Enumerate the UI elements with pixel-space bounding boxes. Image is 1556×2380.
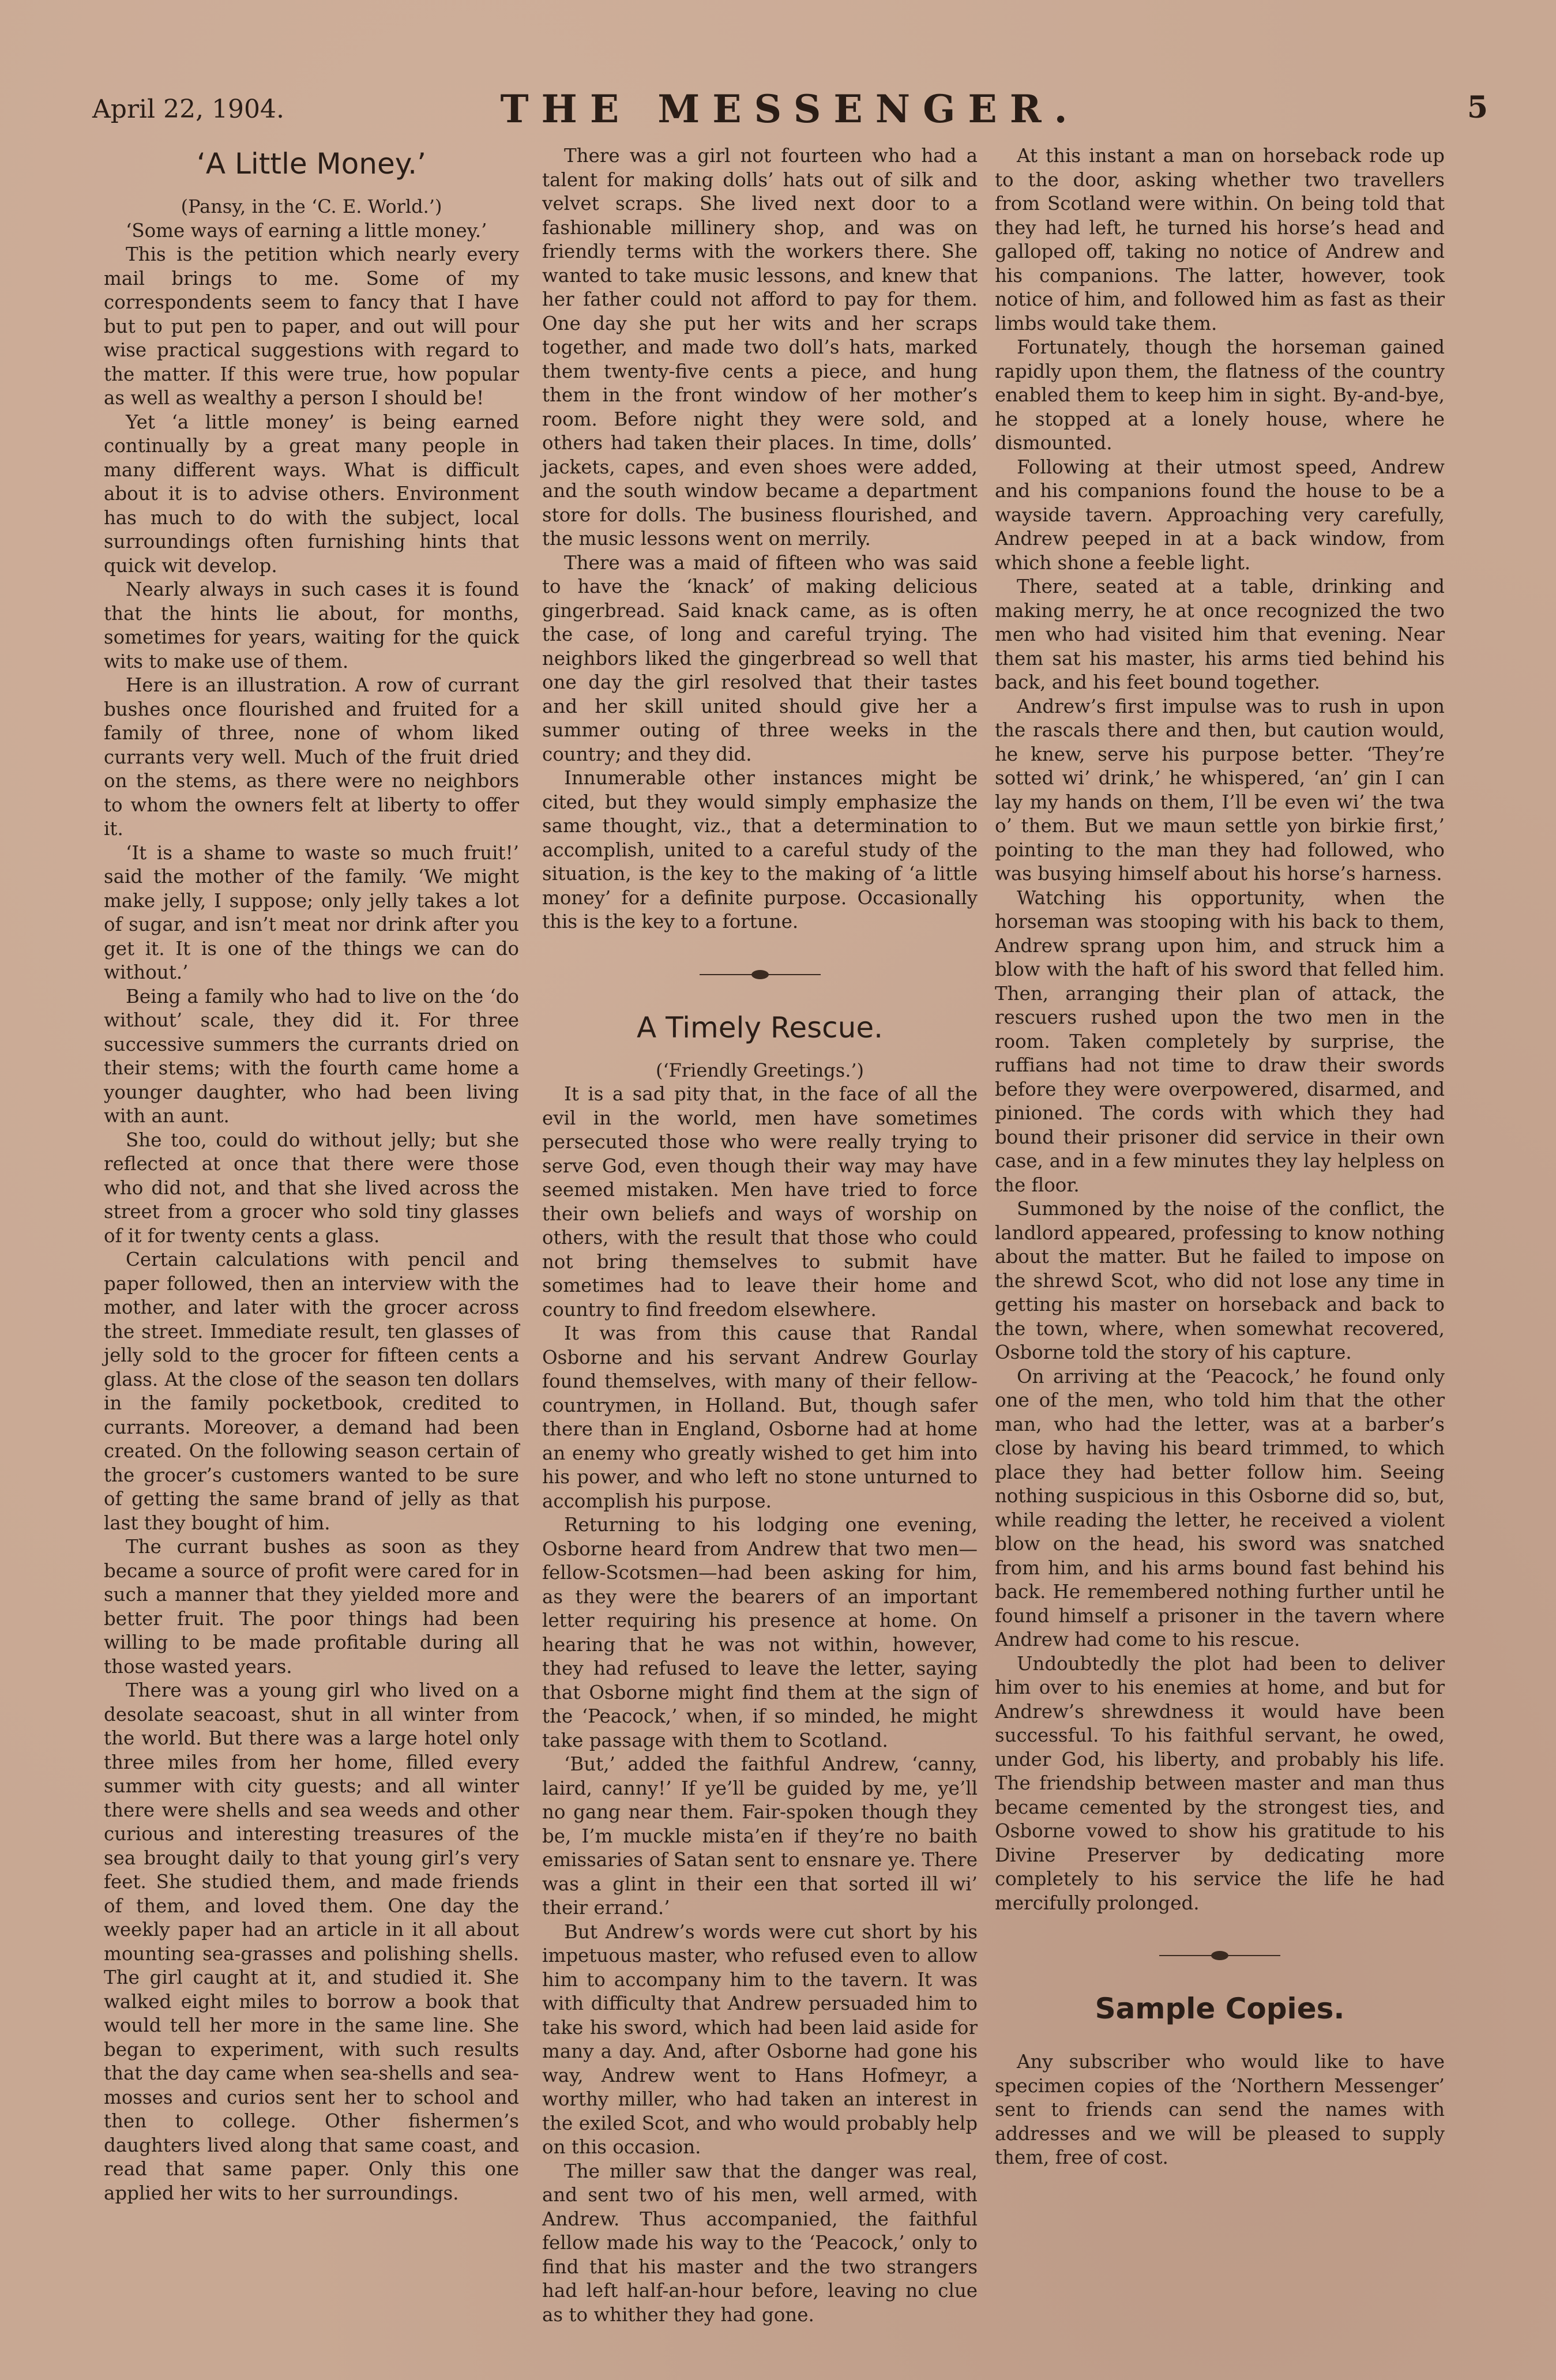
paragraph: Yet ‘a little money’ is being earned continually by a great many people in many different ways. What is difficult about it is to advise others. Environment has much to do with the subject, local surroundings often furnishing hints that quick wit develop. xyxy=(104,411,519,577)
article-source: (Pansy, in the ‘C. E. World.’) xyxy=(181,195,442,217)
masthead-title: THE MESSENGER. xyxy=(500,87,1080,131)
article-source: (‘Friendly Greetings.’) xyxy=(655,1059,865,1081)
paragraph: It was from this cause that Randal Osborne and his servant Andrew Gourlay found themselves, with many of their fellow-countrymen, in Holland. But, though safer there than in England, Osborne had at home an enemy who greatly wished to get him into his power, and who left no stone unturned to accomplish his purpose. xyxy=(542,1322,978,1512)
column-2 xyxy=(542,144,978,2326)
paragraph: The currant bushes as soon as they became a source of profit were cared for in such a manner that they yielded more and better fruit. The poor things had been willing to be made profitable during all those wasted years. xyxy=(104,1536,519,1678)
paragraph: Certain calculations with pencil and paper followed, then an interview with the mother, and later with the grocer across the street. Immediate result, ten glasses of jelly sold to the grocer for fifteen cents a glass. At the close of the season ten dollars in the family pocketbook, credited to currants. Moreover, a demand had been created. On the following season certain of the grocer’s customers wanted to be sure of getting the same brand of jelly as that last they bought of him. xyxy=(104,1249,519,1534)
column-3 xyxy=(995,144,1445,2289)
paragraph: Summoned by the noise of the conflict, the landlord appeared, professing to know nothing about the matter. But he failed to impose on the shrewd Scot, who did not lose any time in getting his master on horseback and back to the town, where, when somewhat recovered, Osborne told the story of his capture. xyxy=(995,1198,1445,1363)
paragraph: Innumerable other instances might be cited, but they would simply emphasize the same thought, viz., that a determination to accomplish, united to a careful study of the situation, is the key to the making of ‘a little money’ for a definite purpose. Occasionally this is the key to a fortune. xyxy=(542,767,978,933)
article-title-little-money: ‘A Little Money.’ xyxy=(197,147,426,181)
paragraph: Any subscriber who would like to have specimen copies of the ‘Northern Messenger’ sent to friends can send the names with addresses and we will be pleased to supply them, free of cost. xyxy=(995,2051,1445,2168)
paragraph: Fortunately, though the horseman gained rapidly upon them, the flatness of the country enabled them to keep him in sight. By-and-bye, he stopped at a lonely house, where he dismounted. xyxy=(995,336,1445,454)
divider-ornament xyxy=(751,970,769,979)
paragraph: The miller saw that the danger was real, and sent two of his men, well armed, with Andrew. Thus accompanied, the faithful fellow made his way to the ‘Peacock,’ only to find that his master and the two strangers had left half-an-hour before, leaving no clue as to whither they had gone. xyxy=(542,2160,978,2326)
paragraph: ‘But,’ added the faithful Andrew, ‘canny, laird, canny!’ If ye’ll be guided by me, ye’ll no gang near them. Fair-spoken though they be, I’m muckle mista’en if they’re no baith emissaries of Satan sent to ensnare ye. There was a glint in their een that sorted ill wi’ their errand.’ xyxy=(542,1753,978,1919)
page-number: 5 xyxy=(1467,90,1488,125)
spacer xyxy=(995,2040,1445,2050)
paragraph: ‘Some ways of earning a little money.’ xyxy=(126,219,487,242)
paragraph: But Andrew’s words were cut short by his impetuous master, who refused even to allow him to accompany him to the tavern. It was with difficulty that Andrew persuaded him to take his sword, which had been laid aside for many a day. And, after Osborne had gone his way, Andrew went to Hans Hofmeyr, a worthy miller, who had taken an interest in the exiled Scot, and who would probably help on this occasion. xyxy=(542,1920,978,2158)
paragraph: Being a family who had to live on the ‘do without’ scale, they did it. For three successive summers the currants dried on their stems; with the fourth came home a younger daughter, who had been living with an aunt. xyxy=(104,985,519,1127)
paragraph: On arriving at the ‘Peacock,’ he found only one of the men, who told him that the other man, who had the letter, was at a barber’s close by having his beard trimmed, to which place they had better follow him. Seeing nothing suspicious in this Osborne did so, but, while reading the letter, he received a violent blow on the head, his sword was snatched from him, and his arms bound fast behind his back. He remembered nothing further until he found himself a prisoner in the tavern where Andrew had come to his rescue. xyxy=(995,1365,1445,1650)
paragraph: Here is an illustration. A row of currant bushes once flourished and fruited for a family of three, none of whom liked currants very well. Much of the fruit dried on the stems, as there were no neighbors to whom the owners felt at liberty to offer it. xyxy=(104,674,519,840)
paragraph: There was a maid of fifteen who was said to have the ‘knack’ of making delicious gingerbread. Said knack came, as is often the case, of long and careful trying. The neighbors liked the gingerbread so well that one day the girl resolved that their tastes and her skill united should give her a summer outing of three weeks in the country; and they did. xyxy=(542,551,978,765)
paragraph: Following at their utmost speed, Andrew and his companions found the house to be a wayside tavern. Approaching very carefully, Andrew peeped in at a back window, from which shone a feeble light. xyxy=(995,456,1445,574)
paragraph: This is the petition which nearly every mail brings to me. Some of my correspondents seem to fancy that I have but to put pen to paper, and out will pour wise practical suggestions with regard to the matter. If this were true, how popular as well as wealthy a person I should be! xyxy=(104,243,519,409)
column-1 xyxy=(104,144,519,2289)
paragraph: There, seated at a table, drinking and making merry, he at once recognized the two men who had visited him that evening. Near them sat his master, his arms tied behind his back, and his feet bound together. xyxy=(995,576,1445,693)
section-divider xyxy=(1159,1944,1280,1967)
paragraph: Watching his opportunity, when the horseman was stooping with his back to them, Andrew sprang upon him, and struck him a blow with the haft of his sword that felled him. Then, arranging their plan of attack, the rescuers rushed upon the two men in the room. Taken completely by surprise, the ruffians had not time to draw their swords before they were overpowered, disarmed, and pinioned. The cords with which they had bound their prisoner did service in their own case, and in a few minutes they lay helpless on the floor. xyxy=(995,886,1445,1196)
article-title-timely-rescue: A Timely Rescue. xyxy=(637,1010,883,1044)
divider-ornament xyxy=(1211,1951,1228,1960)
section-divider xyxy=(700,963,821,986)
paragraph: ‘It is a shame to waste so much fruit!’ said the mother of the family. ‘We might make jelly, I suppose; only jelly takes a lot of sugar, and isn’t meat nor drink after you get it. It is one of the things we can do without.’ xyxy=(104,841,519,983)
paragraph: There was a girl not fourteen who had a talent for making dolls’ hats out of silk and velvet scraps. She lived next door to a fashionable millinery shop, and was on friendly terms with the workers there. She wanted to take music lessons, and knew that her father could not afford to pay for them. One day she put her wits and her scraps together, and made two doll’s hats, marked them twenty-five cents a piece, and hung them in the front window of her mother’s room. Before night they were sold, and others had taken their places. In time, dolls’ jackets, capes, and even shoes were added, and the south window became a department store for dolls. The business flourished, and the music lessons went on merrily. xyxy=(542,145,978,550)
paragraph: Returning to his lodging one evening, Osborne heard from Andrew that two men—fellow-Scotsmen—had been asking for him, as they were the bearers of an important letter requiring his presence at home. On hearing that he was not within, however, they had refused to leave the letter, saying that Osborne might find them at the sign of the ‘Peacock,’ when, if so minded, he might take passage with them to Scotland. xyxy=(542,1514,978,1751)
issue-date: April 22, 1904. xyxy=(92,95,285,124)
paragraph: Undoubtedly the plot had been to deliver him over to his enemies at home, and but for Andrew’s shrewdness it would have been successful. To his faithful servant, he owed, under God, his liberty, and probably his life. The friendship between master and man thus became cemented by the strongest ties, and Osborne vowed to show his gratitude to his Divine Preserver by dedicating more completely to his service the life he had mercifully prolonged. xyxy=(995,1652,1445,1914)
paragraph: Andrew’s first impulse was to rush in upon the rascals there and then, but caution would, he knew, serve his purpose better. ‘They’re sotted wi’ drink,’ he whispered, ‘an’ gin I can lay my hands on them, I’ll be even wi’ the twa o’ them. But we maun settle yon birkie first,’ pointing to the man they had followed, who was busying himself about his horse’s harness. xyxy=(995,695,1445,885)
paragraph: It is a sad pity that, in the face of all the evil in the world, men have sometimes persecuted those who were really trying to serve God, even though their way may have seemed mistaken. Men have tried to force their own beliefs and ways of worship on others, with the result that those who could not bring themselves to submit have sometimes had to leave their home and country to find freedom elsewhere. xyxy=(542,1083,978,1321)
paragraph: Nearly always in such cases it is found that the hints lie about, for months, sometimes for years, waiting for the quick wits to make use of them. xyxy=(104,578,519,672)
paragraph: She too, could do without jelly; but she reflected at once that there were those who did not, and that she lived across the street from a grocer who sold tiny glasses of it for twenty cents a glass. xyxy=(104,1129,519,1247)
paragraph: There was a young girl who lived on a desolate seacoast, shut in all winter from the world. But there was a large hotel only three miles from her home, filled every summer with city guests; and all winter there were shells and sea weeds and other curious and interesting treasures of the sea brought daily to that young girl’s very feet. She studied them, and made friends of them, and loved them. One day the weekly paper had an article in it all about mounting sea-grasses and polishing shells. The girl caught at it, and studied it. She walked eight miles to borrow a book that would tell her more in the same line. She began to experiment, with such results that the day came when sea-shells and sea-mosses and curios sent her to school and then to college. Other fishermen’s daughters lived along that same coast, and read that same paper. Only this one applied her wits to her surroundings. xyxy=(104,1679,519,2204)
paragraph: At this instant a man on horseback rode up to the door, asking whether two travellers from Scotland were within. On being told that they had left, he turned his horse’s head and galloped off, taking no notice of Andrew and his companions. The latter, however, took notice of him, and followed him as fast as their limbs would take them. xyxy=(995,145,1445,334)
article-title-sample-copies: Sample Copies. xyxy=(1095,1992,1345,2025)
page-header xyxy=(92,87,1488,138)
